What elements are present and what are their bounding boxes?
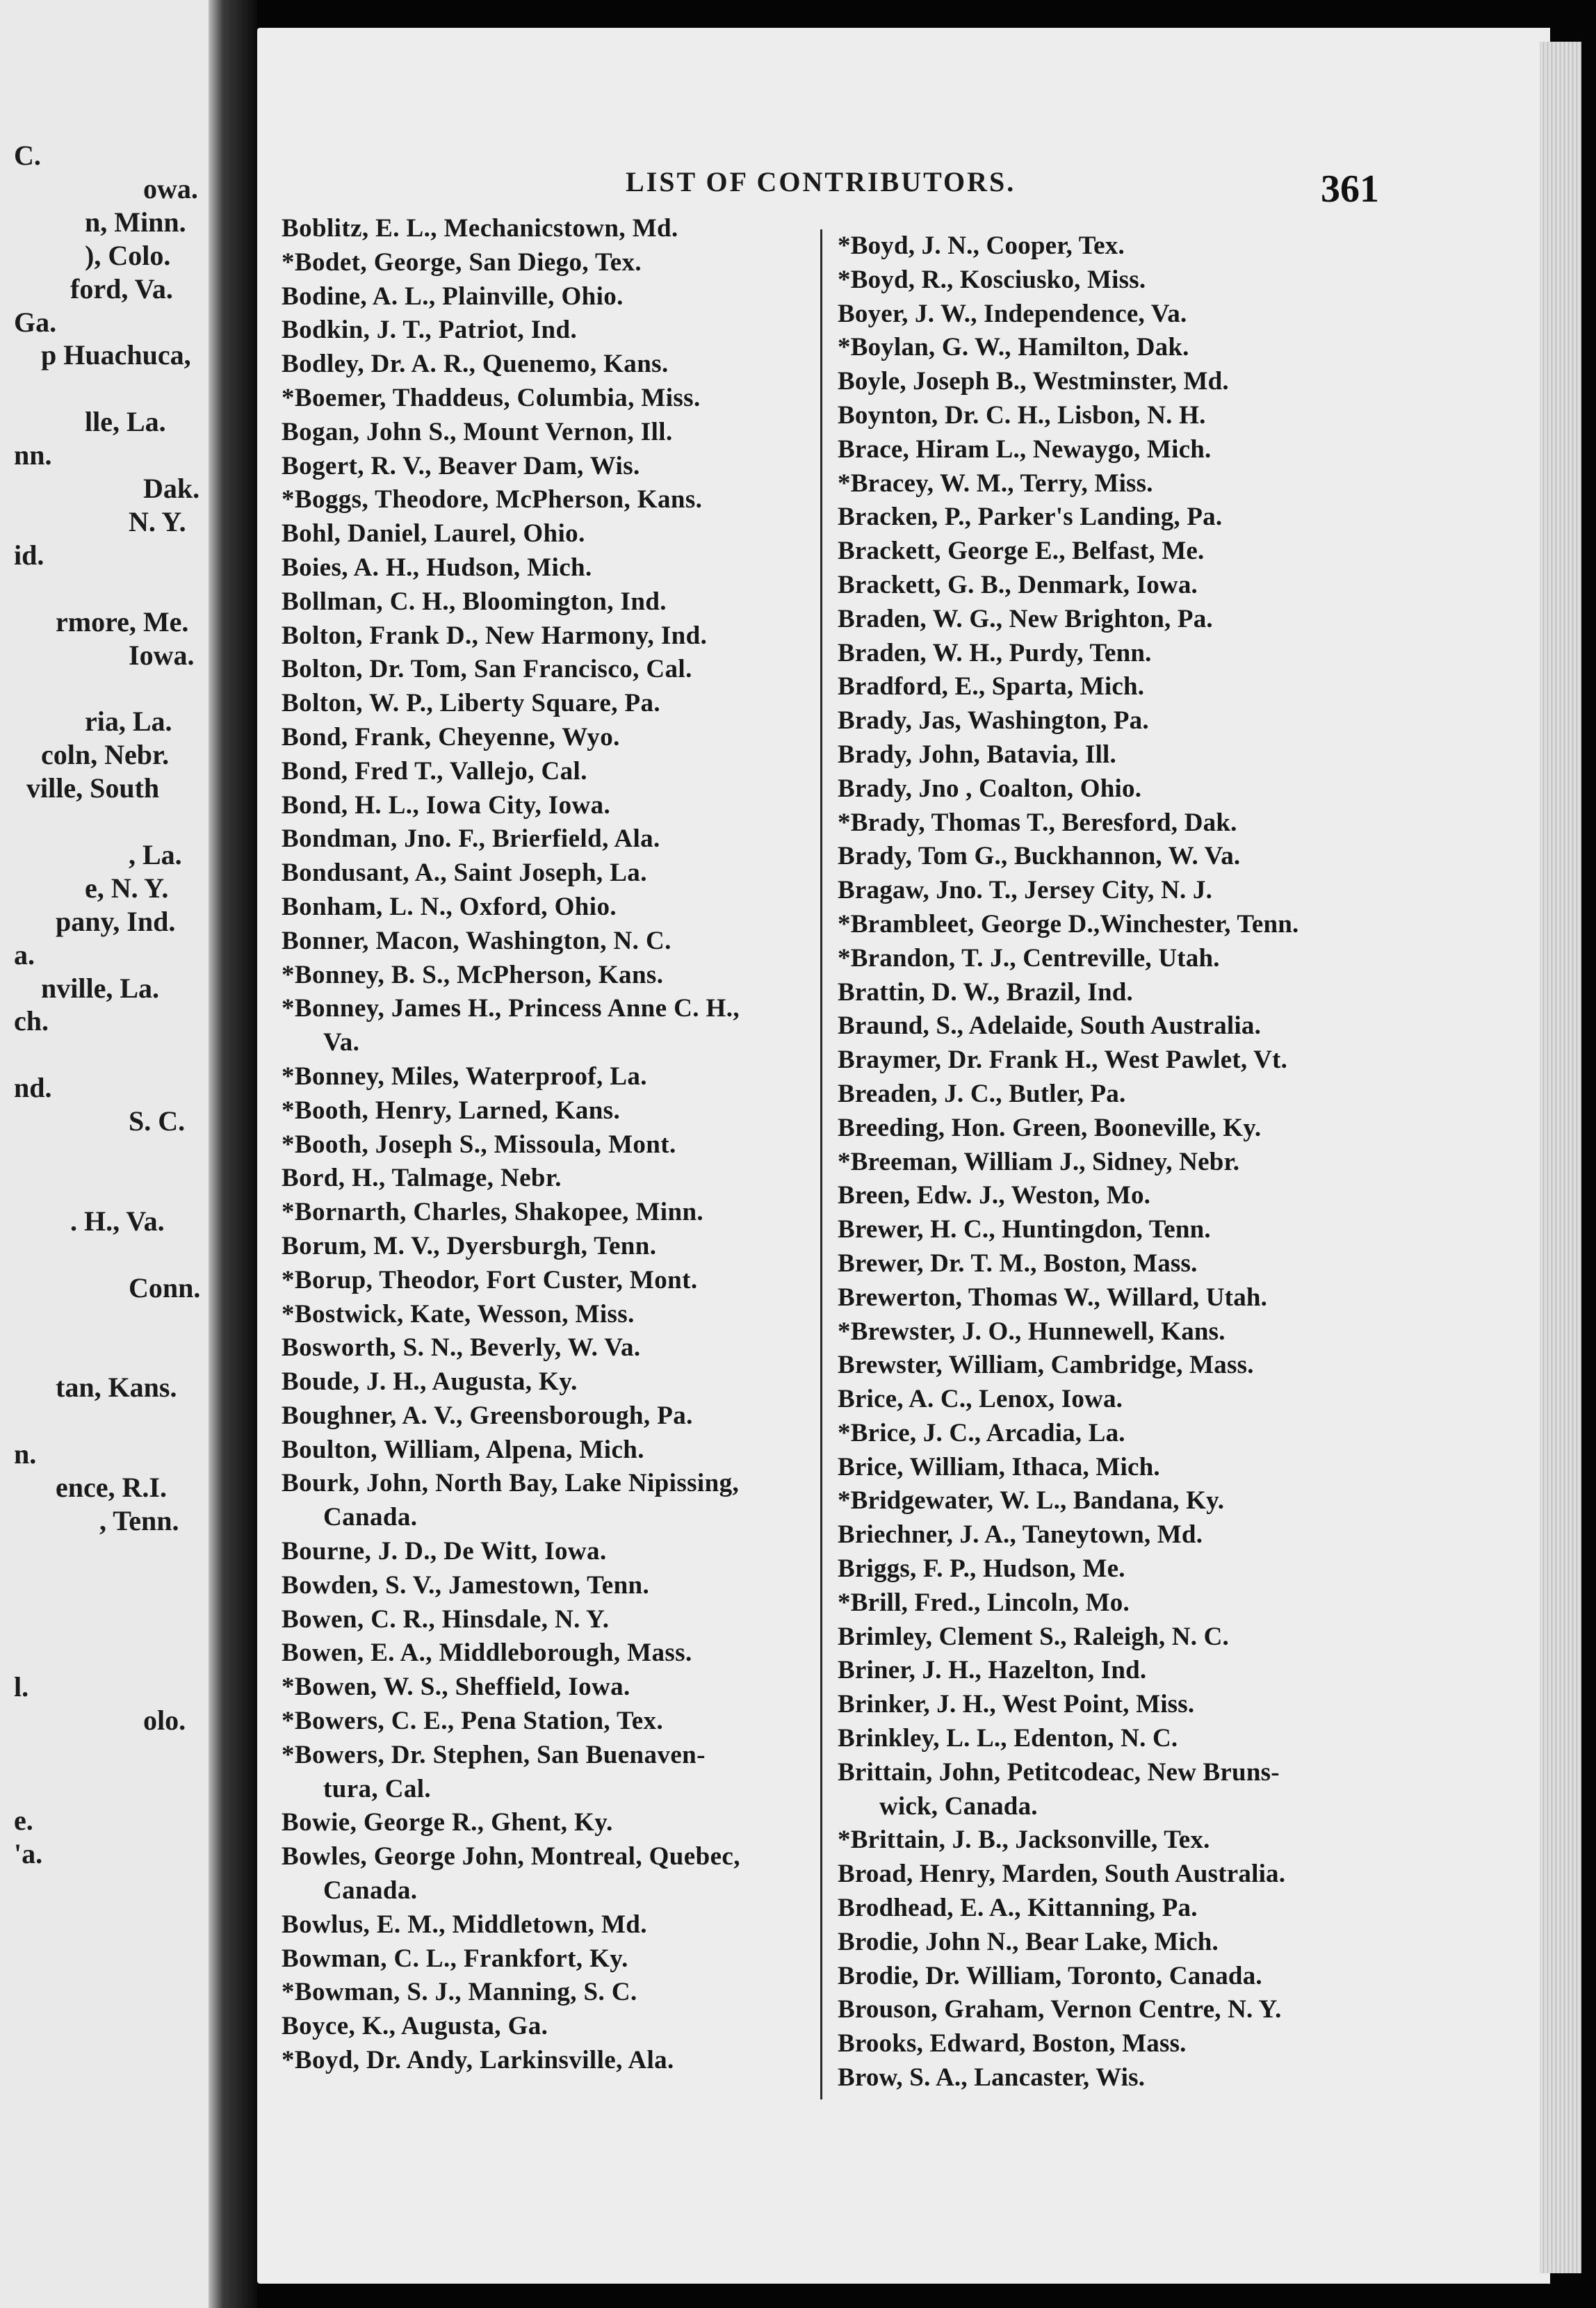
contributor-entry: *Bonney, Miles, Waterproof, La. <box>282 1062 647 1091</box>
contributor-entry: Brace, Hiram L., Newaygo, Mich. <box>838 434 1212 464</box>
contributor-entry: Brewer, Dr. T. M., Boston, Mass. <box>838 1249 1198 1278</box>
contributor-entry: Braden, W. H., Purdy, Tenn. <box>838 638 1152 667</box>
facing-page-line-fragment: N. Y. <box>129 505 186 537</box>
contributor-entry: Boyle, Joseph B., Westminster, Md. <box>838 367 1229 396</box>
contributor-entry: Bolton, Dr. Tom, San Francisco, Cal. <box>282 655 692 684</box>
contributor-entry: Briechner, J. A., Taneytown, Md. <box>838 1520 1203 1550</box>
contributor-entry: *Brambleet, George D.,Winchester, Tenn. <box>838 909 1299 938</box>
contributor-entry: wick, Canada. <box>879 1791 1038 1821</box>
contributor-entry: Bodkin, J. T., Patriot, Ind. <box>282 316 578 345</box>
contributor-entry: Bond, Frank, Cheyenne, Wyo. <box>282 722 620 751</box>
contributor-entry: *Boyd, J. N., Cooper, Tex. <box>838 231 1125 260</box>
facing-page-fragment <box>0 0 209 2308</box>
contributor-entry: Brattin, D. W., Brazil, Ind. <box>838 977 1133 1007</box>
contributor-entry: Brimley, Clement S., Raleigh, N. C. <box>838 1622 1229 1651</box>
contributor-entry: Bogan, John S., Mount Vernon, Ill. <box>282 417 673 446</box>
contributor-entry: Bolton, Frank D., New Harmony, Ind. <box>282 621 708 650</box>
facing-page-line-fragment: ria, La. <box>85 706 172 738</box>
facing-page-line-fragment: Dak. <box>143 473 200 504</box>
contributor-entry: *Brill, Fred., Lincoln, Mo. <box>838 1588 1130 1617</box>
facing-page-line-fragment: Conn. <box>129 1271 201 1303</box>
contributor-entry: *Breeman, William J., Sidney, Nebr. <box>838 1147 1240 1176</box>
contributor-entry: Bonham, L. N., Oxford, Ohio. <box>282 892 617 921</box>
facing-page-line-fragment: a. <box>14 938 35 970</box>
contributor-entry: *Brewster, J. O., Hunnewell, Kans. <box>838 1317 1226 1346</box>
contributor-entry: Briner, J. H., Hazelton, Ind. <box>838 1656 1147 1685</box>
contributor-entry: Brewster, William, Cambridge, Mass. <box>838 1351 1254 1380</box>
page-number: 361 <box>1321 168 1379 211</box>
contributor-entry: *Bowen, W. S., Sheffield, Iowa. <box>282 1673 630 1702</box>
contributor-entry: Brodie, John N., Bear Lake, Mich. <box>838 1927 1219 1956</box>
contributor-entry: Bord, H., Talmage, Nebr. <box>282 1164 562 1193</box>
contributor-entry: Bragaw, Jno. T., Jersey City, N. J. <box>838 876 1213 905</box>
contributor-entry: Bohl, Daniel, Laurel, Ohio. <box>282 519 585 548</box>
facing-page-line-fragment: pany, Ind. <box>56 905 176 937</box>
facing-page-line-fragment: p Huachuca, <box>41 339 191 371</box>
contributor-entry: Brow, S. A., Lancaster, Wis. <box>838 2063 1146 2092</box>
facing-page-line-fragment: l. <box>14 1671 29 1703</box>
contributor-entry: Brinker, J. H., West Point, Miss. <box>838 1690 1195 1719</box>
contributor-entry: Breaden, J. C., Butler, Pa. <box>838 1079 1126 1108</box>
contributor-entry: *Boyd, R., Kosciusko, Miss. <box>838 265 1146 294</box>
contributor-entry: *Booth, Henry, Larned, Kans. <box>282 1096 621 1125</box>
facing-page-line-fragment: . H., Va. <box>70 1205 165 1237</box>
facing-page-line-fragment: n. <box>14 1438 37 1470</box>
contributor-entry: Boblitz, E. L., Mechanicstown, Md. <box>282 214 678 243</box>
contributor-entry: Va. <box>323 1028 360 1057</box>
contributor-entry: Brice, A. C., Lenox, Iowa. <box>838 1385 1123 1414</box>
facing-page-line-fragment: Ga. <box>14 306 57 338</box>
contributor-entry: *Boemer, Thaddeus, Columbia, Miss. <box>282 383 701 412</box>
contributor-entry: Bowen, E. A., Middleborough, Mass. <box>282 1639 692 1668</box>
contributor-entry: Brewer, H. C., Huntingdon, Tenn. <box>838 1215 1211 1244</box>
contributor-entry: Bourne, J. D., De Witt, Iowa. <box>282 1537 607 1566</box>
contributor-entry: Brady, Jno , Coalton, Ohio. <box>838 774 1142 803</box>
facing-page-line-fragment: e, N. Y. <box>85 872 169 904</box>
facing-page-line-fragment: lle, La. <box>85 406 166 438</box>
contributor-entry: Braymer, Dr. Frank H., West Pawlet, Vt. <box>838 1046 1288 1075</box>
contributor-entry: *Boyd, Dr. Andy, Larkinsville, Ala. <box>282 2046 674 2075</box>
facing-page-line-fragment: nn. <box>14 439 52 471</box>
contributor-entry: Canada. <box>323 1876 418 1905</box>
contributor-entry: Bowie, George R., Ghent, Ky. <box>282 1808 613 1837</box>
contributor-entry: Brackett, G. B., Denmark, Iowa. <box>838 570 1198 599</box>
facing-page-line-fragment: e. <box>14 1805 33 1836</box>
facing-page-line-fragment: olo. <box>143 1705 186 1737</box>
contributor-entry: Brice, William, Ithaca, Mich. <box>838 1452 1160 1481</box>
running-head-title: LIST OF CONTRIBUTORS. <box>626 166 1016 197</box>
facing-page-line-fragment: C. <box>14 140 41 171</box>
facing-page-line-fragment: rmore, Me. <box>56 606 189 637</box>
contributor-entry: Brady, Jas, Washington, Pa. <box>838 706 1149 736</box>
contributor-entry: *Brandon, T. J., Centreville, Utah. <box>838 943 1220 973</box>
contributor-entry: Bolton, W. P., Liberty Square, Pa. <box>282 689 661 718</box>
contributor-entry: *Boylan, G. W., Hamilton, Dak. <box>838 333 1189 362</box>
contributor-entry: *Bracey, W. M., Terry, Miss. <box>838 469 1153 498</box>
facing-page-line-fragment: id. <box>14 539 44 571</box>
page-stack-edge <box>1540 42 1581 2273</box>
contributor-entry: *Brittain, J. B., Jacksonville, Tex. <box>838 1826 1210 1855</box>
contributor-entry: *Bonney, James H., Princess Anne C. H., <box>282 994 740 1023</box>
book-gutter <box>209 0 257 2308</box>
contributor-entry: Canada. <box>323 1503 418 1532</box>
contributor-entry: Bowman, C. L., Frankfort, Ky. <box>282 1944 628 1973</box>
contributor-entry: *Bowers, C. E., Pena Station, Tex. <box>282 1707 664 1736</box>
contributor-entry: Boyce, K., Augusta, Ga. <box>282 2012 548 2041</box>
contributor-entry: *Brady, Thomas T., Beresford, Dak. <box>838 808 1237 837</box>
contributor-entry: Brady, John, Batavia, Ill. <box>838 740 1116 769</box>
facing-page-line-fragment: Iowa. <box>129 639 195 671</box>
facing-page-line-fragment: , La. <box>129 838 182 870</box>
contributor-entry: Boyer, J. W., Independence, Va. <box>838 299 1187 328</box>
facing-page-line-fragment: S. C. <box>129 1105 186 1137</box>
facing-page-line-fragment: nville, La. <box>41 972 160 1004</box>
contributor-entry: Bond, H. L., Iowa City, Iowa. <box>282 790 611 820</box>
contributor-entry: Bollman, C. H., Bloomington, Ind. <box>282 587 667 616</box>
contributor-entry: *Bornarth, Charles, Shakopee, Minn. <box>282 1198 704 1227</box>
facing-page-line-fragment: ence, R.I. <box>56 1472 167 1503</box>
contributor-entry: Bracken, P., Parker's Landing, Pa. <box>838 503 1223 532</box>
contributor-entry: Bondman, Jno. F., Brierfield, Ala. <box>282 824 660 854</box>
contributor-entry: Bourk, John, North Bay, Lake Nipissing, <box>282 1469 740 1498</box>
contributor-entry: tura, Cal. <box>323 1774 432 1803</box>
contributor-entry: Bodley, Dr. A. R., Quenemo, Kans. <box>282 350 669 379</box>
contributor-entry: Brewerton, Thomas W., Willard, Utah. <box>838 1283 1268 1312</box>
contributor-entry: Bowden, S. V., Jamestown, Tenn. <box>282 1570 650 1600</box>
contributor-entry: Brady, Tom G., Buckhannon, W. Va. <box>838 842 1241 871</box>
facing-page-line-fragment: , Tenn. <box>99 1504 179 1536</box>
contributors-column-right <box>838 229 1380 2095</box>
contributor-entry: Bosworth, S. N., Beverly, W. Va. <box>282 1333 641 1363</box>
contributor-entry: Broad, Henry, Marden, South Australia. <box>838 1860 1286 1889</box>
contributor-entry: *Bostwick, Kate, Wesson, Miss. <box>282 1299 635 1328</box>
contributor-entry: Boynton, Dr. C. H., Lisbon, N. H. <box>838 400 1206 430</box>
contributor-entry: Bondusant, A., Saint Joseph, La. <box>282 859 647 888</box>
contributor-entry: Breeding, Hon. Green, Booneville, Ky. <box>838 1113 1262 1142</box>
facing-page-line-fragment: n, Minn. <box>85 206 186 238</box>
contributor-entry: Boude, J. H., Augusta, Ky. <box>282 1367 578 1397</box>
contributor-entry: Brodie, Dr. William, Toronto, Canada. <box>838 1961 1262 1990</box>
facing-page-line-fragment: nd. <box>14 1072 52 1104</box>
facing-page-line-fragment: coln, Nebr. <box>41 739 170 771</box>
facing-page-line-fragment: ville, South <box>26 772 160 804</box>
contributor-entry: Boughner, A. V., Greensborough, Pa. <box>282 1401 693 1430</box>
contributor-entry: Briggs, F. P., Hudson, Me. <box>838 1554 1125 1584</box>
contributor-entry: *Booth, Joseph S., Missoula, Mont. <box>282 1130 676 1159</box>
contributor-entry: Bodine, A. L., Plainville, Ohio. <box>282 282 624 311</box>
facing-page-line-fragment: ford, Va. <box>70 273 173 304</box>
contributor-entry: Brackett, George E., Belfast, Me. <box>838 537 1205 566</box>
contributor-entry: Bradford, E., Sparta, Mich. <box>838 672 1145 701</box>
contributor-entry: *Boggs, Theodore, McPherson, Kans. <box>282 485 703 514</box>
contributor-entry: Brooks, Edward, Boston, Mass. <box>838 2029 1187 2058</box>
contributor-entry: Bond, Fred T., Vallejo, Cal. <box>282 756 587 786</box>
contributor-entry: Bonner, Macon, Washington, N. C. <box>282 926 671 955</box>
facing-page-line-fragment: ), Colo. <box>85 239 171 271</box>
contributor-entry: Brittain, John, Petitcodeac, New Bruns- <box>838 1757 1280 1787</box>
contributor-entry: Bowles, George John, Montreal, Quebec, <box>282 1842 740 1871</box>
facing-page-line-fragment: tan, Kans. <box>56 1372 177 1404</box>
contributor-entry: Bowlus, E. M., Middletown, Md. <box>282 1910 647 1939</box>
contributor-entry: Brodhead, E. A., Kittanning, Pa. <box>838 1894 1198 1923</box>
contributor-entry: Brouson, Graham, Vernon Centre, N. Y. <box>838 1995 1282 2024</box>
contributor-entry: Boulton, William, Alpena, Mich. <box>282 1435 644 1464</box>
contributor-entry: *Bodet, George, San Diego, Tex. <box>282 247 642 277</box>
contributor-entry: Boies, A. H., Hudson, Mich. <box>282 553 592 582</box>
contributor-entry: Bowen, C. R., Hinsdale, N. Y. <box>282 1604 610 1634</box>
contributor-entry: *Bridgewater, W. L., Bandana, Ky. <box>838 1486 1225 1515</box>
contributor-entry: *Bonney, B. S., McPherson, Kans. <box>282 960 664 989</box>
facing-page-line-fragment: 'a. <box>14 1837 43 1869</box>
contributor-entry: Braund, S., Adelaide, South Australia. <box>838 1011 1262 1041</box>
contributor-entry: Breen, Edw. J., Weston, Mo. <box>838 1181 1151 1210</box>
contributor-entry: *Brice, J. C., Arcadia, La. <box>838 1418 1125 1447</box>
facing-page-line-fragment: owa. <box>143 172 198 204</box>
contributor-entry: Borum, M. V., Dyersburgh, Tenn. <box>282 1231 657 1260</box>
contributor-entry: Brinkley, L. L., Edenton, N. C. <box>838 1724 1178 1753</box>
contributor-entry: Bogert, R. V., Beaver Dam, Wis. <box>282 451 640 480</box>
facing-page-line-fragment: ch. <box>14 1005 49 1037</box>
contributor-entry: *Borup, Theodor, Fort Custer, Mont. <box>282 1265 698 1294</box>
contributor-entry: Braden, W. G., New Brighton, Pa. <box>838 604 1213 633</box>
contributor-entry: *Bowers, Dr. Stephen, San Buenaven- <box>282 1740 706 1769</box>
contributor-entry: *Bowman, S. J., Manning, S. C. <box>282 1978 637 2007</box>
contributors-column-left <box>282 212 824 2078</box>
